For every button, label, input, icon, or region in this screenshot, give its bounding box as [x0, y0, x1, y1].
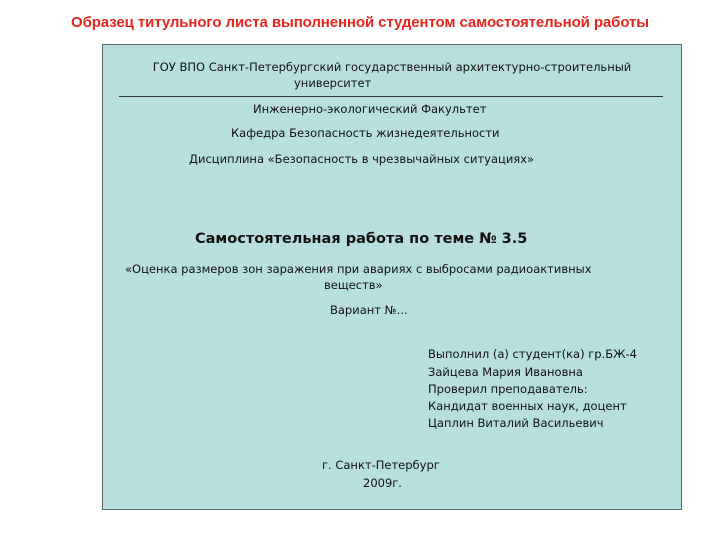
institution-line-1: ГОУ ВПО Санкт-Петербургский государственный архитектурно-строительный: [152, 60, 632, 74]
topic-line-2: веществ»: [324, 278, 383, 292]
year-label: 2009г.: [363, 476, 402, 490]
institution-line-2: университет: [294, 76, 372, 90]
performed-by-line: Выполнил (а) студент(ка) гр.БЖ-4: [428, 347, 637, 361]
department-name: Кафедра Безопасность жизнедеятельности: [231, 126, 500, 140]
city-name: г. Санкт-Петербург: [322, 458, 440, 472]
header-divider: [119, 96, 663, 97]
student-name: Зайцева Мария Ивановна: [428, 365, 583, 379]
teacher-title: Кандидат военных наук, доцент: [428, 399, 627, 413]
teacher-name: Цаплин Виталий Васильевич: [428, 416, 604, 430]
checked-by-line: Проверил преподаватель:: [428, 382, 588, 396]
discipline-name: Дисциплина «Безопасность в чрезвычайных ситуациях»: [189, 152, 535, 166]
slide-title: Образец титульного листа выполненной студентом самостоятельной работы: [71, 14, 649, 31]
variant-label: Вариант №...: [330, 303, 408, 317]
title-page-sample: [102, 44, 682, 510]
topic-line-1: «Оценка размеров зон заражения при авариях с выбросами радиоактивных: [125, 262, 592, 276]
faculty-name: Инженерно-экологический Факультет: [253, 102, 487, 116]
work-title: Самостоятельная работа по теме № 3.5: [195, 231, 528, 247]
